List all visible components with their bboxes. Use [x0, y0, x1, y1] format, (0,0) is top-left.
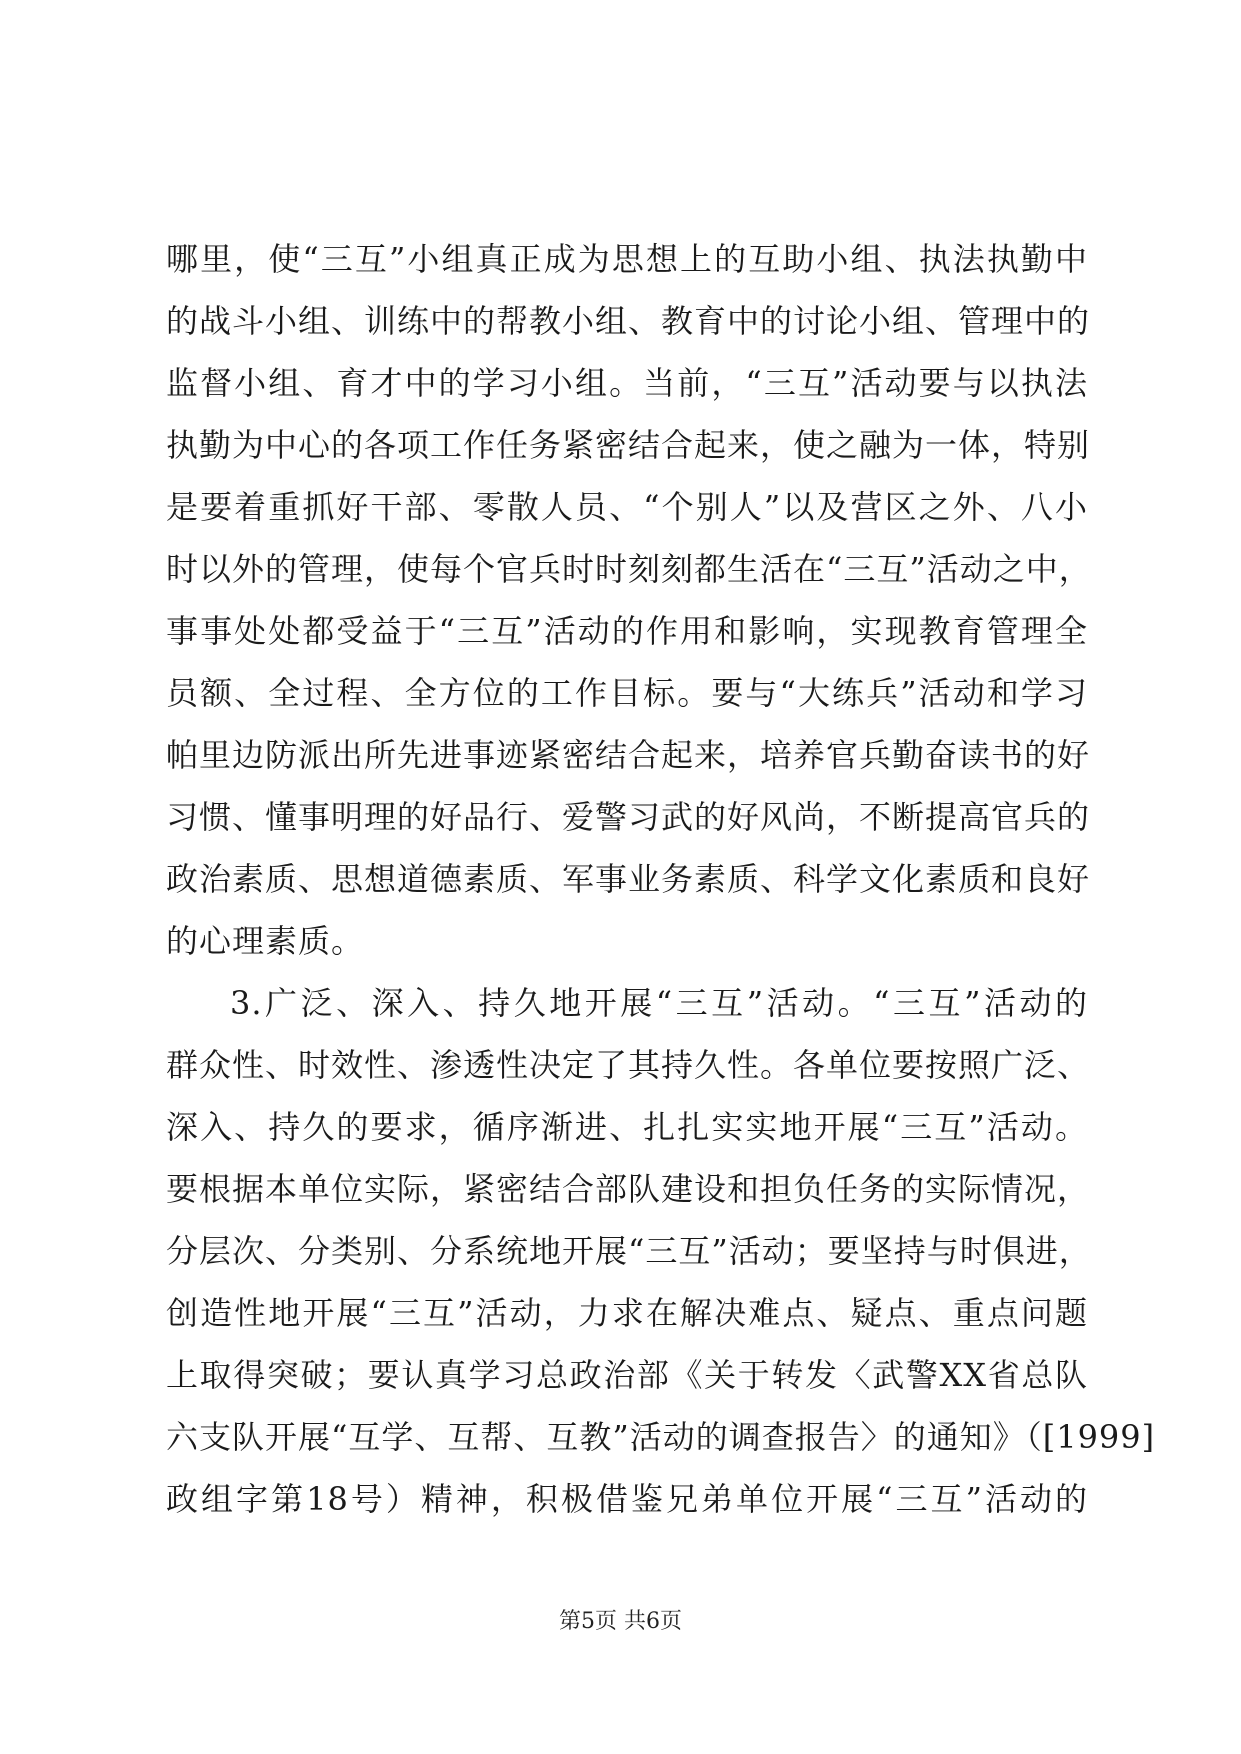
text-line: 六支队开展“互学、互帮、互教”活动的调查报告〉的通知》（[1999]	[166, 1418, 1156, 1456]
page-number-footer: 第5页 共6页	[559, 1609, 682, 1634]
text-line: 上取得突破；要认真学习总政治部《关于转发〈武警XX省总队	[166, 1356, 1088, 1394]
text-line: 习惯、懂事明理的好品行、爱警习武的好风尚，不断提高官兵的	[166, 798, 1091, 836]
text-line: 时以外的管理，使每个官兵时时刻刻都生活在“三互”活动之中，	[166, 550, 1092, 588]
text-line: 群众性、时效性、渗透性决定了其持久性。各单位要按照广泛、	[166, 1046, 1091, 1084]
text-line: 政治素质、思想道德素质、军事业务素质、科学文化素质和良好	[166, 860, 1091, 898]
text-line: 的心理素质。	[166, 922, 365, 960]
body-text	[166, 228, 1156, 1530]
text-line: 创造性地开展“三互”活动，力求在解决难点、疑点、重点问题	[166, 1294, 1088, 1332]
text-line: 执勤为中心的各项工作任务紧密结合起来，使之融为一体，特别	[166, 426, 1091, 464]
text-line: 是要着重抓好干部、零散人员、“个别人”以及营区之外、八小	[166, 488, 1088, 526]
text-line: 员额、全过程、全方位的工作目标。要与“大练兵”活动和学习	[166, 674, 1088, 712]
text-line: 分层次、分类别、分系统地开展“三互”活动；要坚持与时俱进，	[166, 1232, 1092, 1270]
text-line: 要根据本单位实际，紧密结合部队建设和担负任务的实际情况，	[166, 1170, 1091, 1208]
text-line: 帕里边防派出所先进事迹紧密结合起来，培养官兵勤奋读书的好	[166, 736, 1091, 774]
text-line: 哪里，使“三互”小组真正成为思想上的互助小组、执法执勤中	[166, 240, 1088, 278]
text-line: 深入、持久的要求，循序渐进、扎扎实实地开展“三互”活动。	[166, 1108, 1088, 1146]
text-line: 事事处处都受益于“三互”活动的作用和影响，实现教育管理全	[166, 612, 1088, 650]
text-line: 监督小组、育才中的学习小组。当前，“三互”活动要与以执法	[166, 364, 1088, 402]
text-line: 的战斗小组、训练中的帮教小组、教育中的讨论小组、管理中的	[166, 302, 1091, 340]
section-heading-line: 3.广泛、深入、持久地开展“三互”活动。“三互”活动的	[230, 984, 1088, 1022]
text-line: 政组字第18号）精神，积极借鉴兄弟单位开展“三互”活动的	[166, 1480, 1088, 1518]
